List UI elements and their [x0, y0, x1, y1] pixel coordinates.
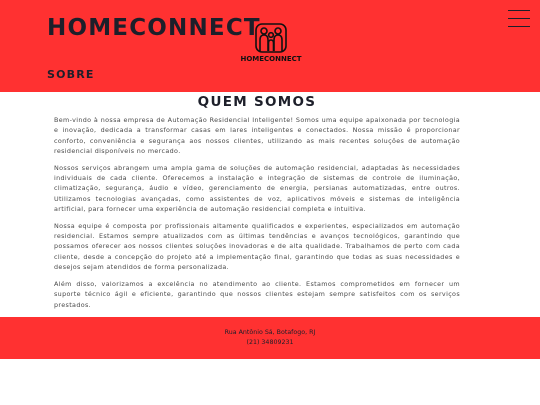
logo-text: HOMECONNECT — [240, 55, 302, 63]
footer-phone: (21) 34809231 — [246, 339, 294, 346]
menu-bar — [508, 26, 530, 27]
page-title: QUEM SOMOS — [197, 94, 317, 110]
logo[interactable] — [236, 20, 306, 72]
brand-title[interactable]: HOMECONNECT — [47, 15, 261, 41]
family-house-icon — [253, 20, 289, 54]
about-paragraph: Além disso, valorizamos a excelência no atendimento ao cliente. Estamos comprometidos em fornecer um suporte técnico ágil e eficiente, garantindo que nossos clientes estejam sempre satisfeitos com os serviços prestados. — [54, 279, 460, 309]
menu-bar — [508, 10, 530, 11]
nav-link-sobre[interactable]: SOBRE — [47, 68, 95, 81]
menu-bar — [508, 18, 530, 19]
about-section — [54, 92, 460, 316]
about-paragraph: Nossos serviços abrangem uma ampla gama de soluções de automação residencial, adaptadas às necessidades individuais de cada cliente. Oferecemos a instalação e integração de sistemas de controle de iluminação, climatização, segurança, áudio e vídeo, gerenciamento de energia, persianas automatizadas, entre outros. Utilizamos tecnologias avançadas, como assistentes de voz, aplicativos móveis e sistemas de inteligência artificial, para fornecer uma experiência de automação residencial completa e intuitiva. — [54, 163, 460, 214]
about-paragraph: Nossa equipe é composta por profissionais altamente qualificados e experientes, especializados em automação residencial. Estamos sempre atualizados com as últimas tendências e avanços tecnológicos, garantindo que possamos oferecer aos nossos clientes soluções inovadoras e de alta qualidade. Trabalhamos de perto com cada cliente, desde a concepção do projeto até a implementação final, garantindo que todas as suas necessidades e desejos sejam atendidos de forma personalizada. — [54, 221, 460, 272]
site-footer — [0, 317, 540, 359]
footer-address: Rua Antônio Sá, Botafogo, RJ — [224, 329, 316, 336]
about-paragraph: Bem-vindo à nossa empresa de Automação Residencial Inteligente! Somos uma equipe apaixonada por tecnologia e inovação, dedicada a transformar casas em lares inteligentes e conectados. Nossa missão é proporcionar conforto, conveniência e segurança aos nossos clientes, utilizando as mais recentes soluções de automação residencial disponíveis no mercado. — [54, 116, 460, 156]
hamburger-menu-icon[interactable] — [508, 10, 530, 30]
site-header — [0, 0, 540, 92]
